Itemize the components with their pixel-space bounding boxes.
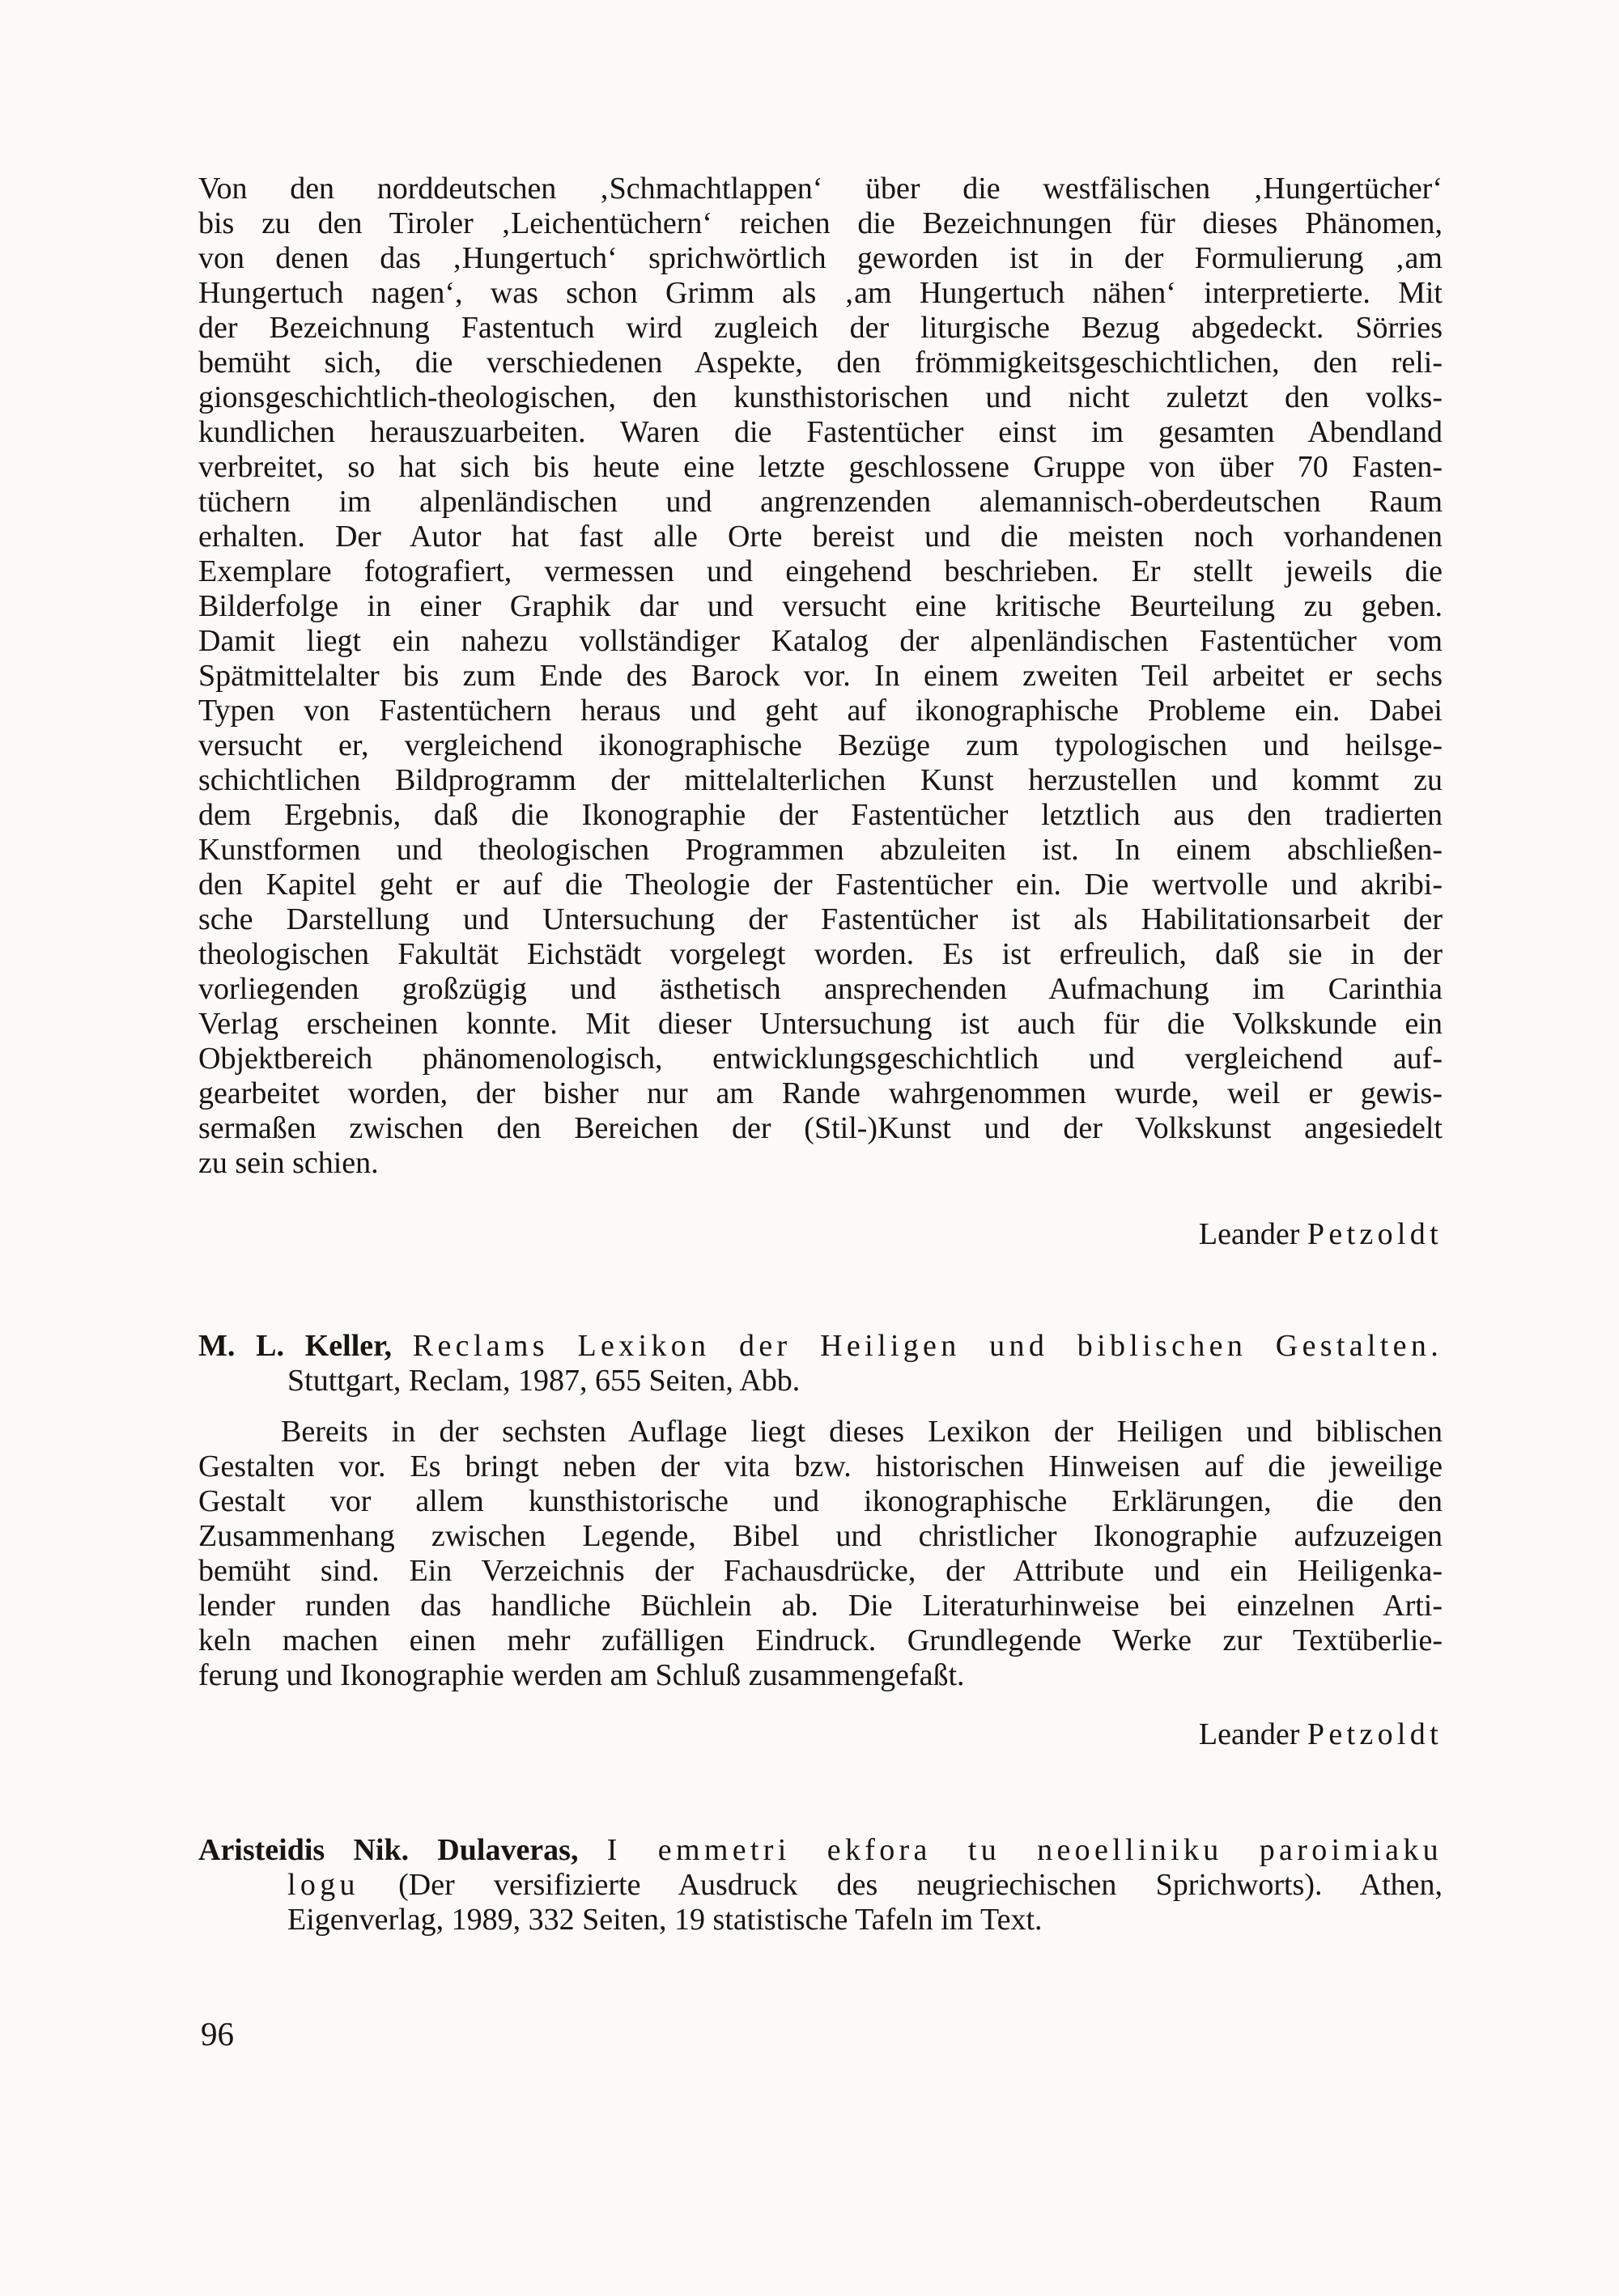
review-fastentuch [198,172,1443,1252]
entry-title: I emmetri ekfora tu neoelliniku paroimiaku [606,1833,1443,1867]
entry-bibliography: Stuttgart, Reclam, 1987, 655 Seiten, Abb. [287,1364,801,1398]
text-line: Hungertuch nagen‘, was schon Grimm als ‚am Hungertuch nähen‘ interpretierte. Mit [198,276,1443,310]
signature-last-name: Petzoldt [1307,1717,1443,1751]
paragraph-last-line: ferung und Ikonographie werden am Schluß zusammengefaßt. [198,1658,965,1692]
text-line: keln machen einen mehr zufälligen Eindruck. Grundlegende Werke zur Textüberlie- [198,1623,1443,1657]
entry-author: Aristeidis Nik. Dulaveras, [198,1833,579,1867]
text-line: versucht er, vergleichend ikonographische Bezüge zum typologischen und heilsge- [198,728,1443,762]
text-line: Objektbereich phänomenologisch, entwicklungsgeschichtlich und vergleichend auf- [198,1042,1443,1076]
text-line: bemüht sich, die verschiedenen Aspekte, den frömmigkeitsgeschichtlichen, den reli- [198,346,1443,380]
text-line: dem Ergebnis, daß die Ikonographie der Fastentücher letztlich aus den tradierten [198,798,1443,832]
text-line: Gestalten vor. Es bringt neben der vita bzw. historischen Hinweisen auf die jeweilige [198,1449,1443,1483]
entry-title-continuation: logu [287,1868,359,1902]
text-line: bis zu den Tiroler ‚Leichentüchern‘ reichen die Bezeichnungen für dieses Phänomen, [198,206,1443,240]
text-line: Von den norddeutschen ‚Schmachtlappen‘ über die westfälischen ‚Hungertücher‘ [198,172,1443,206]
text-line: Bereits in der sechsten Auflage liegt dieses Lexikon der Heiligen und biblischen [281,1415,1443,1449]
text-line: kundlichen herauszuarbeiten. Waren die Fastentücher einst im gesamten Abendland [198,415,1443,449]
text-line: theologischen Fakultät Eichstädt vorgelegt worden. Es ist erfreulich, daß sie in der [198,937,1443,971]
text-line: lender runden das handliche Büchlein ab. Die Literaturhinweise bei einzelnen Arti- [198,1589,1443,1623]
paragraph-last-line: zu sein schien. [198,1146,379,1180]
entry-subtitle: (Der versifizierte Ausdruck des neugriechischen Sprichworts). Athen, [398,1868,1443,1902]
entry-line-2 [198,1868,1443,1903]
reviewer-signature [198,1717,1443,1752]
text-line: sermaßen zwischen den Bereichen der (Stil-)Kunst und der Volkskunst angesiedelt [198,1111,1443,1145]
signature-last-name: Petzoldt [1307,1217,1443,1251]
text-line: gearbeitet worden, der bisher nur am Rande wahrgenommen wurde, weil er gewis- [198,1076,1443,1110]
text-line: Verlag erscheinen konnte. Mit dieser Untersuchung ist auch für die Volkskunde ein [198,1007,1443,1041]
text-line: Kunstformen und theologischen Programmen abzuleiten ist. In einem abschließen- [198,833,1443,867]
text-line: Exemplare fotografiert, vermessen und eingehend beschrieben. Er stellt jeweils die [198,554,1443,588]
text-line: gionsgeschichtlich-theologischen, den kunsthistorischen und nicht zuletzt den volks- [198,380,1443,414]
reviewer-signature [198,1217,1443,1252]
text-block [198,172,1443,1937]
text-line: Bilderfolge in einer Graphik dar und versucht eine kritische Beurteilung zu geben. [198,589,1443,623]
entry-bibliography: Eigenverlag, 1989, 332 Seiten, 19 statistische Tafeln im Text. [287,1903,1043,1937]
page-number: 96 [201,2015,234,2052]
entry-heading-line [198,1833,1443,1868]
text-line: Zusammenhang zwischen Legende, Bibel und christlicher Ikonographie aufzuzeigen [198,1519,1443,1553]
text-line: der Bezeichnung Fastentuch wird zugleich der liturgische Bezug abgedeckt. Sörries [198,311,1443,345]
text-line: von denen das ‚Hungertuch‘ sprichwörtlich geworden ist in der Formulierung ‚am [198,241,1443,275]
text-line: Damit liegt ein nahezu vollständiger Katalog der alpenländischen Fastentücher vom [198,624,1443,658]
text-line: Spätmittelalter bis zum Ende des Barock vor. In einem zweiten Teil arbeitet er sechs [198,659,1443,693]
text-line: sche Darstellung und Untersuchung der Fastentücher ist als Habilitationsarbeit der [198,902,1443,936]
text-line: verbreitet, so hat sich bis heute eine letzte geschlossene Gruppe von über 70 Fasten- [198,450,1443,484]
entry-heading-line [198,1329,1443,1364]
text-line: bemüht sind. Ein Verzeichnis der Fachausdrücke, der Attribute und ein Heiligenka- [198,1554,1443,1588]
text-line: den Kapitel geht er auf die Theologie der Fastentücher ein. Die wertvolle und akribi- [198,868,1443,902]
review-paragraph [198,172,1443,1146]
text-line: Typen von Fastentüchern heraus und geht auf ikonographische Probleme ein. Dabei [198,694,1443,728]
signature-first-name: Leander [1198,1217,1300,1251]
text-line: tüchern im alpenländischen und angrenzenden alemannisch-oberdeutschen Raum [198,485,1443,519]
entry-title: Reclams Lexikon der Heiligen und biblischen Gestalten. [412,1329,1443,1363]
entry-keller [198,1329,1443,1752]
text-line: erhalten. Der Autor hat fast alle Orte bereist und die meisten noch vorhandenen [198,520,1443,554]
entry-author: M. L. Keller, [198,1329,393,1363]
entry-dulaveras [198,1833,1443,1937]
text-line: Gestalt vor allem kunsthistorische und ikonographische Erklärungen, die den [198,1484,1443,1518]
signature-first-name: Leander [1198,1717,1300,1751]
text-line: schichtlichen Bildprogramm der mittelalterlichen Kunst herzustellen und kommt zu [198,763,1443,797]
review-paragraph [198,1415,1443,1658]
text-line: vorliegenden großzügig und ästhetisch ansprechenden Aufmachung im Carinthia [198,972,1443,1006]
